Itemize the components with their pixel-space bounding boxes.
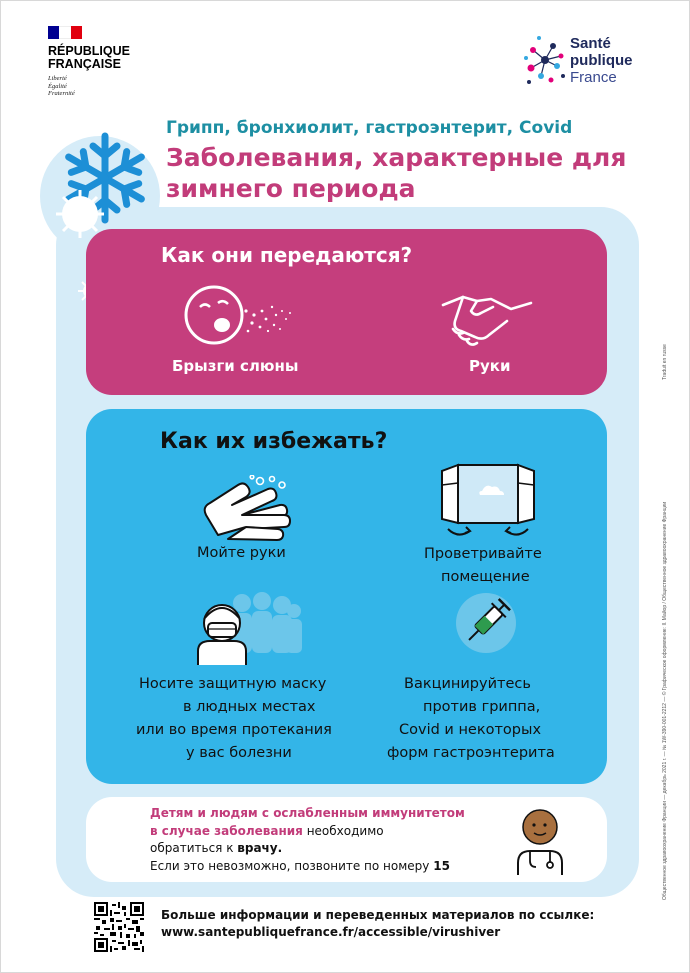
wash-hands-label: Мойте руки (197, 545, 286, 561)
notice-doctor-word: врачу. (237, 841, 283, 855)
ventilate-label-line2: помещение (441, 569, 530, 585)
republique-francaise-logo (48, 26, 148, 98)
prevention-panel (86, 409, 607, 784)
republic-motto: Liberté Égalité Fraternité (48, 75, 75, 97)
notice-line2-emphasis: в случае заболевания (150, 823, 303, 838)
mask-label-line4: у вас болезни (186, 745, 292, 761)
sante-publique-france-logo (523, 32, 653, 102)
notice-line4-text: Если это невозможно, позвоните по номеру (150, 858, 434, 873)
ventilate-label-line1: Проветривайте (424, 546, 542, 562)
vaccinate-label-line1: Вакцинируйтесь (404, 676, 531, 692)
syringe-icon (454, 591, 518, 655)
prevention-heading: Как их избежать? (160, 429, 388, 454)
molecule-icon (523, 32, 569, 102)
mask-label-line2: в людных местах (183, 699, 316, 715)
footer-info-line: Больше информации и переведенных материалов по ссылке: (161, 908, 595, 922)
side-translation-note: Traduit en russe (662, 344, 668, 380)
agency-name-line3: France (570, 69, 617, 86)
mask-label-line3: или во время протекания (136, 722, 332, 738)
mask-icon (194, 589, 304, 665)
saliva-droplets-label: Брызги слюны (172, 357, 299, 375)
qr-code[interactable] (94, 902, 144, 952)
sneeze-icon (182, 285, 302, 349)
side-legal-note: Общественное здравоохранение Франции — декабрь 2021 г. — № 1W-390-001-2212 — © Графическое оформление: Il. Майор / Общественное здравоохранение Франции (662, 501, 668, 900)
mask-label-line1: Носите защитную маску (139, 676, 327, 692)
hand-washing-icon (198, 475, 298, 541)
handshake-icon (441, 291, 533, 349)
hands-label: Руки (469, 357, 511, 375)
notice-text (150, 805, 465, 875)
vaccinate-label-line4: форм гастроэнтерита (387, 745, 555, 761)
notice-line1: Детям и людям с ослабленным иммунитетом (150, 806, 465, 820)
subtitle: Грипп, бронхиолит, гастроэнтерит, Covid (166, 118, 573, 138)
page-title: Заболевания, характерные для зимнего периода (166, 143, 627, 203)
vaccinate-label-line3: Covid и некоторых (399, 722, 542, 738)
doctor-notice (86, 797, 607, 882)
agency-name-line2: publique (570, 52, 633, 69)
open-window-icon (438, 461, 538, 543)
transmission-heading: Как они передаются? (161, 243, 413, 267)
footer-text (161, 907, 594, 941)
transmission-panel (86, 229, 607, 395)
doctor-icon (514, 805, 570, 877)
emergency-number: 15 (433, 858, 450, 873)
notice-line2-rest: необходимо (302, 823, 384, 838)
agency-name-line1: Santé (570, 35, 611, 52)
notice-line3-text: обратиться к (150, 841, 238, 855)
footer-url-link[interactable]: www.santepubliquefrance.fr/accessible/virushiver (161, 925, 501, 939)
republic-name: RÉPUBLIQUE FRANÇAISE (48, 44, 130, 71)
vaccinate-label-line2: против гриппа, (423, 699, 541, 715)
french-flag-icon (48, 26, 82, 39)
